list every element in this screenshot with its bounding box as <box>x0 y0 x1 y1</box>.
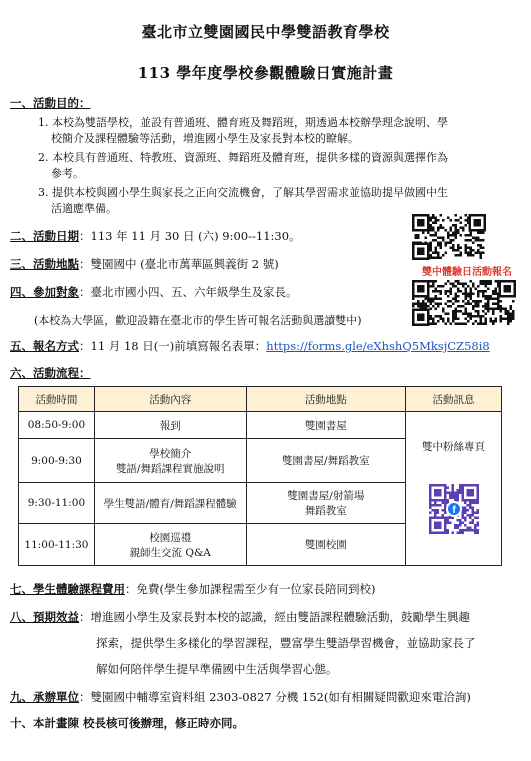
qr-code-icon <box>412 214 486 260</box>
purpose-item: 1. 本校為雙語學校，並設有普通班、體育班及舞蹈班，期透過本校辦學理念說明、學 校簡介及課程體驗等活動，增進國小學生及家長對本校的瞭解。 <box>38 116 448 145</box>
section-4-audience: 四、參加對象：臺北市國小四、五、六年級學生及家長。 <box>10 285 298 299</box>
audience-note: (本校為大學區，歡迎設籍在臺北市的學生皆可報名活動與選讀雙中) <box>34 314 362 327</box>
plan-title: 113 學年度學校參觀體驗日實施計畫 <box>137 64 394 82</box>
benefits-line-2: 探索，提供學生多樣化的學習課程，豐富學生雙語學習機會，並協助家長了 <box>96 636 476 650</box>
section-9-organizer: 九、承辦單位：雙園國中輔導室資料組 2303-0827 分機 152(如有相關疑問歡迎來電洽詢) <box>10 690 471 704</box>
column-header: 活動訊息 <box>406 387 502 412</box>
second-qr-code[interactable] <box>412 280 516 326</box>
signup-qr-code[interactable] <box>412 214 486 260</box>
section-2-date: 二、活動日期：113 年 11 月 30 日 (六) 9:00--11:30。 <box>10 229 301 243</box>
section-10-approval: 十、本計畫陳 校長核可後辦理，修正時亦同。 <box>10 716 245 730</box>
info-cell <box>406 412 502 566</box>
purpose-item: 2. 本校具有普通班、特教班、資源班、舞蹈班及體育班，提供多樣的資源與選擇作為 參考。 <box>38 151 448 180</box>
table-row: 11:00-11:30 校園巡禮 親師生交流 Q&A 雙園校園 <box>19 524 502 566</box>
section-8-benefits: 八、預期效益：增進國小學生及家長對本校的認識，經由雙語課程體驗活動，鼓勵學生興趣 <box>10 610 470 624</box>
column-header: 活動時間 <box>19 387 95 412</box>
svg-text:f: f <box>451 505 456 516</box>
fan-page-qr-code[interactable] <box>429 484 479 534</box>
section-1-heading: 一、活動目的： <box>10 96 91 110</box>
column-header: 活動內容 <box>94 387 246 412</box>
schedule-table <box>18 386 502 566</box>
section-6-heading: 六、活動流程： <box>10 366 91 380</box>
registration-form-link[interactable]: https://forms.gle/eXhshQ5MksjCZ58i8 <box>266 339 490 353</box>
purpose-list <box>38 115 498 217</box>
table-row: 08:50-9:00 報到 雙園書屋 雙中粉絲專頁 f <box>19 412 502 439</box>
section-5-registration: 五、報名方式：11 月 18 日(一)前填寫報名表單：https://forms.gle/eXhshQ5MksjCZ58i8 <box>10 339 490 353</box>
column-header: 活動地點 <box>246 387 406 412</box>
school-name: 臺北市立雙園國民中學雙語教育學校 <box>141 23 390 41</box>
qr-code-icon <box>429 484 479 534</box>
benefits-line-3: 解如何陪伴學生提早準備國中生活與學習心態。 <box>96 662 338 676</box>
qr-code-icon <box>412 280 516 326</box>
fan-page-label: 雙中粉絲專頁 <box>422 441 486 453</box>
signup-qr-label: 雙中體驗日活動報名 <box>422 267 512 278</box>
purpose-item: 3. 提供本校與國小學生與家長之正向交流機會，了解其學習需求並協助提早做國中生 活適應準備。 <box>38 186 448 215</box>
table-row: 9:00-9:30 學校簡介 雙語/舞蹈課程實施說明 雙園書屋/舞蹈教室 <box>19 439 502 483</box>
section-7-fee: 七、學生體驗課程費用：免費(學生參加課程需至少有一位家長陪同到校) <box>10 582 376 596</box>
table-header-row <box>19 387 502 412</box>
section-3-location: 三、活動地點：雙園國中 (臺北市萬華區興義街 2 號) <box>10 257 279 271</box>
table-row: 9:30-11:00 學生雙語/體育/舞蹈課程體驗 雙園書屋/射箭場 舞蹈教室 <box>19 483 502 524</box>
